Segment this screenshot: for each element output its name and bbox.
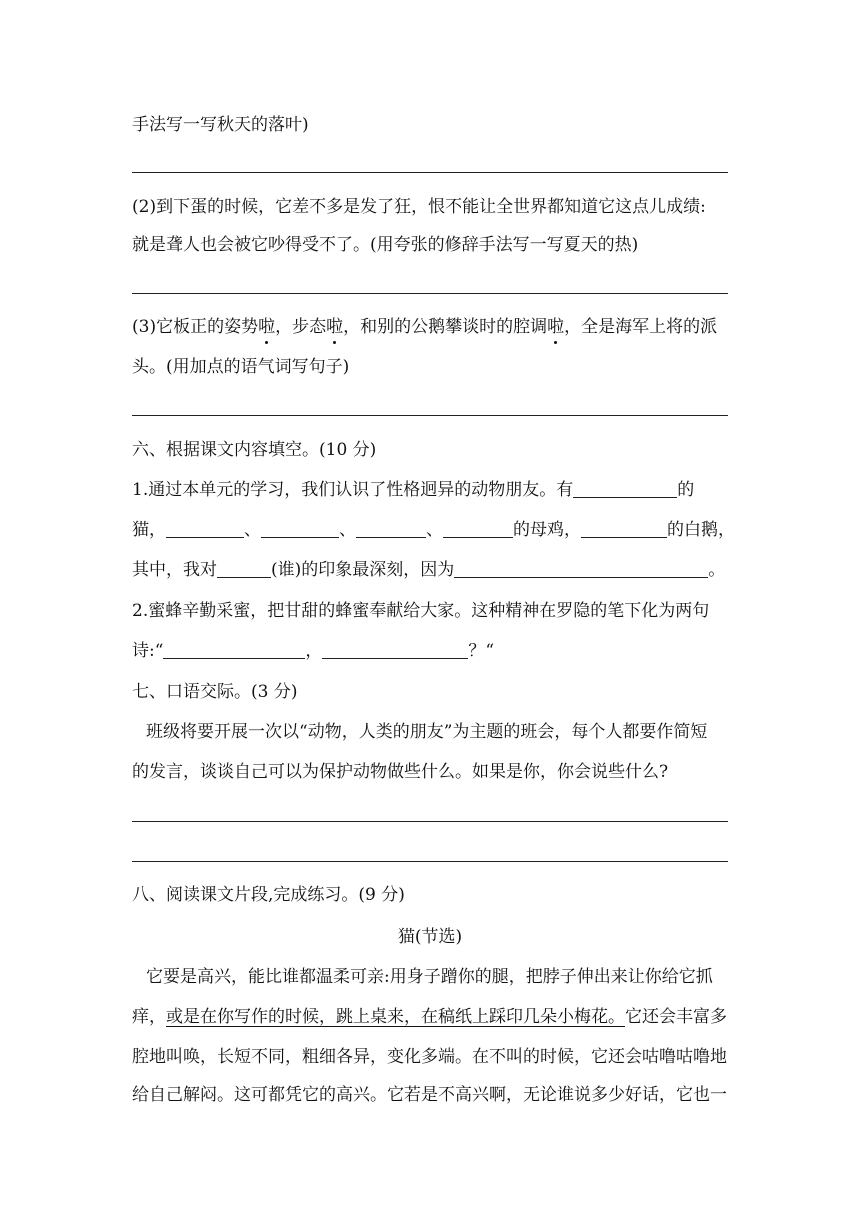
fill-blank[interactable] <box>261 519 339 538</box>
text-segment: 、 <box>426 520 443 540</box>
answer-line[interactable] <box>132 415 728 416</box>
q5-item2-line2: 就是聋人也会被它吵得受不了。(用夸张的修辞手法写一写夏天的热) <box>132 235 639 255</box>
passage-title: 猫(节选) <box>397 927 463 947</box>
q6-s2-line1: 2.蜜蜂辛勤采蜜，把甘甜的蜂蜜奉献给大家。这种精神在罗隐的笔下化为两句 <box>132 601 710 621</box>
q6-s2-line2 <box>132 639 494 663</box>
fill-blank[interactable] <box>163 640 305 659</box>
fill-blank[interactable] <box>581 519 667 538</box>
text-segment: 的 <box>677 480 695 500</box>
text-segment: 、 <box>244 520 261 540</box>
text-segment: 痒， <box>132 1007 166 1027</box>
fill-blank[interactable] <box>356 519 426 538</box>
q6-s1-line2 <box>132 518 735 542</box>
q5-item3-line1 <box>132 315 717 339</box>
q5-item2-line1: (2)到下蛋的时候，它差不多是发了狂，恨不能让全世界都知道它这点儿成绩: <box>132 197 706 217</box>
text-segment: 、 <box>339 520 356 540</box>
fill-blank[interactable] <box>166 519 244 538</box>
text-segment: ？“ <box>468 641 495 661</box>
fill-blank[interactable] <box>217 559 271 578</box>
fill-blank[interactable] <box>454 559 708 578</box>
text-segment: ， <box>305 641 323 661</box>
q5-item1-tail: 手法写一写秋天的落叶) <box>132 115 309 135</box>
underlined-sentence: 或是在你写作的时候，跳上桌来，在稿纸上踩印几朵小梅花。 <box>166 1007 625 1027</box>
text-segment: 其中，我对 <box>132 560 217 580</box>
q6-s1-line1 <box>132 478 694 502</box>
fill-blank[interactable] <box>322 640 468 659</box>
text-segment: 它还会丰富多 <box>625 1007 727 1027</box>
text-segment: ，全是海军上将的派 <box>564 317 718 337</box>
q8-title: 八、阅读课文片段,完成练习。(9 分) <box>132 885 405 905</box>
q6-title: 六、根据课文内容填空。(10 分) <box>132 440 377 460</box>
answer-line[interactable] <box>132 861 728 862</box>
text-segment: 的母鸡， <box>513 520 581 540</box>
q5-item3-line2: 头。(用加点的语气词写句子) <box>132 357 350 377</box>
passage-line1: 它要是高兴，能比谁都温柔可亲:用身子蹭你的腿，把脖子伸出来让你给它抓 <box>146 967 713 987</box>
dotted-particle: 啦 <box>547 317 565 337</box>
text-segment: 。 <box>708 560 726 580</box>
text-segment: 1.通过本单元的学习，我们认识了性格迥异的动物朋友。有 <box>132 480 574 500</box>
text-segment: 诗:“ <box>132 641 164 661</box>
text-segment: 猫， <box>132 520 166 540</box>
text-segment: 的白鹅， <box>667 520 735 540</box>
passage-line3: 腔地叫唤，长短不同，粗细各异，变化多端。在不叫的时候，它还会咕噜咕噜地 <box>132 1047 727 1067</box>
q7-line1: 班级将要开展一次以“动物，人类的朋友”为主题的班会，每个人都要作简短 <box>146 722 708 742</box>
answer-line[interactable] <box>132 821 728 822</box>
text-segment: (谁)的印象最深刻，因为 <box>271 560 455 580</box>
text-segment: ，和别的公鹅攀谈时的腔调 <box>343 317 548 337</box>
answer-line[interactable] <box>132 172 728 173</box>
q7-line2: 的发言，谈谈自己可以为保护动物做些什么。如果是你，你会说些什么? <box>132 762 669 782</box>
text-segment: ，步态 <box>275 317 327 337</box>
passage-line4: 给自己解闷。这可都凭它的高兴。它若是不高兴啊，无论谁说多少好话，它也一 <box>132 1085 727 1105</box>
fill-blank[interactable] <box>573 479 677 498</box>
passage-line2 <box>132 1005 727 1029</box>
fill-blank[interactable] <box>443 519 513 538</box>
q7-title: 七、口语交际。(3 分) <box>132 682 298 702</box>
dotted-particle: 啦 <box>258 317 276 337</box>
answer-line[interactable] <box>132 293 728 294</box>
q6-s1-line3 <box>132 558 725 582</box>
dotted-particle: 啦 <box>326 317 344 337</box>
text-segment: (3)它板正的姿势 <box>132 317 259 337</box>
